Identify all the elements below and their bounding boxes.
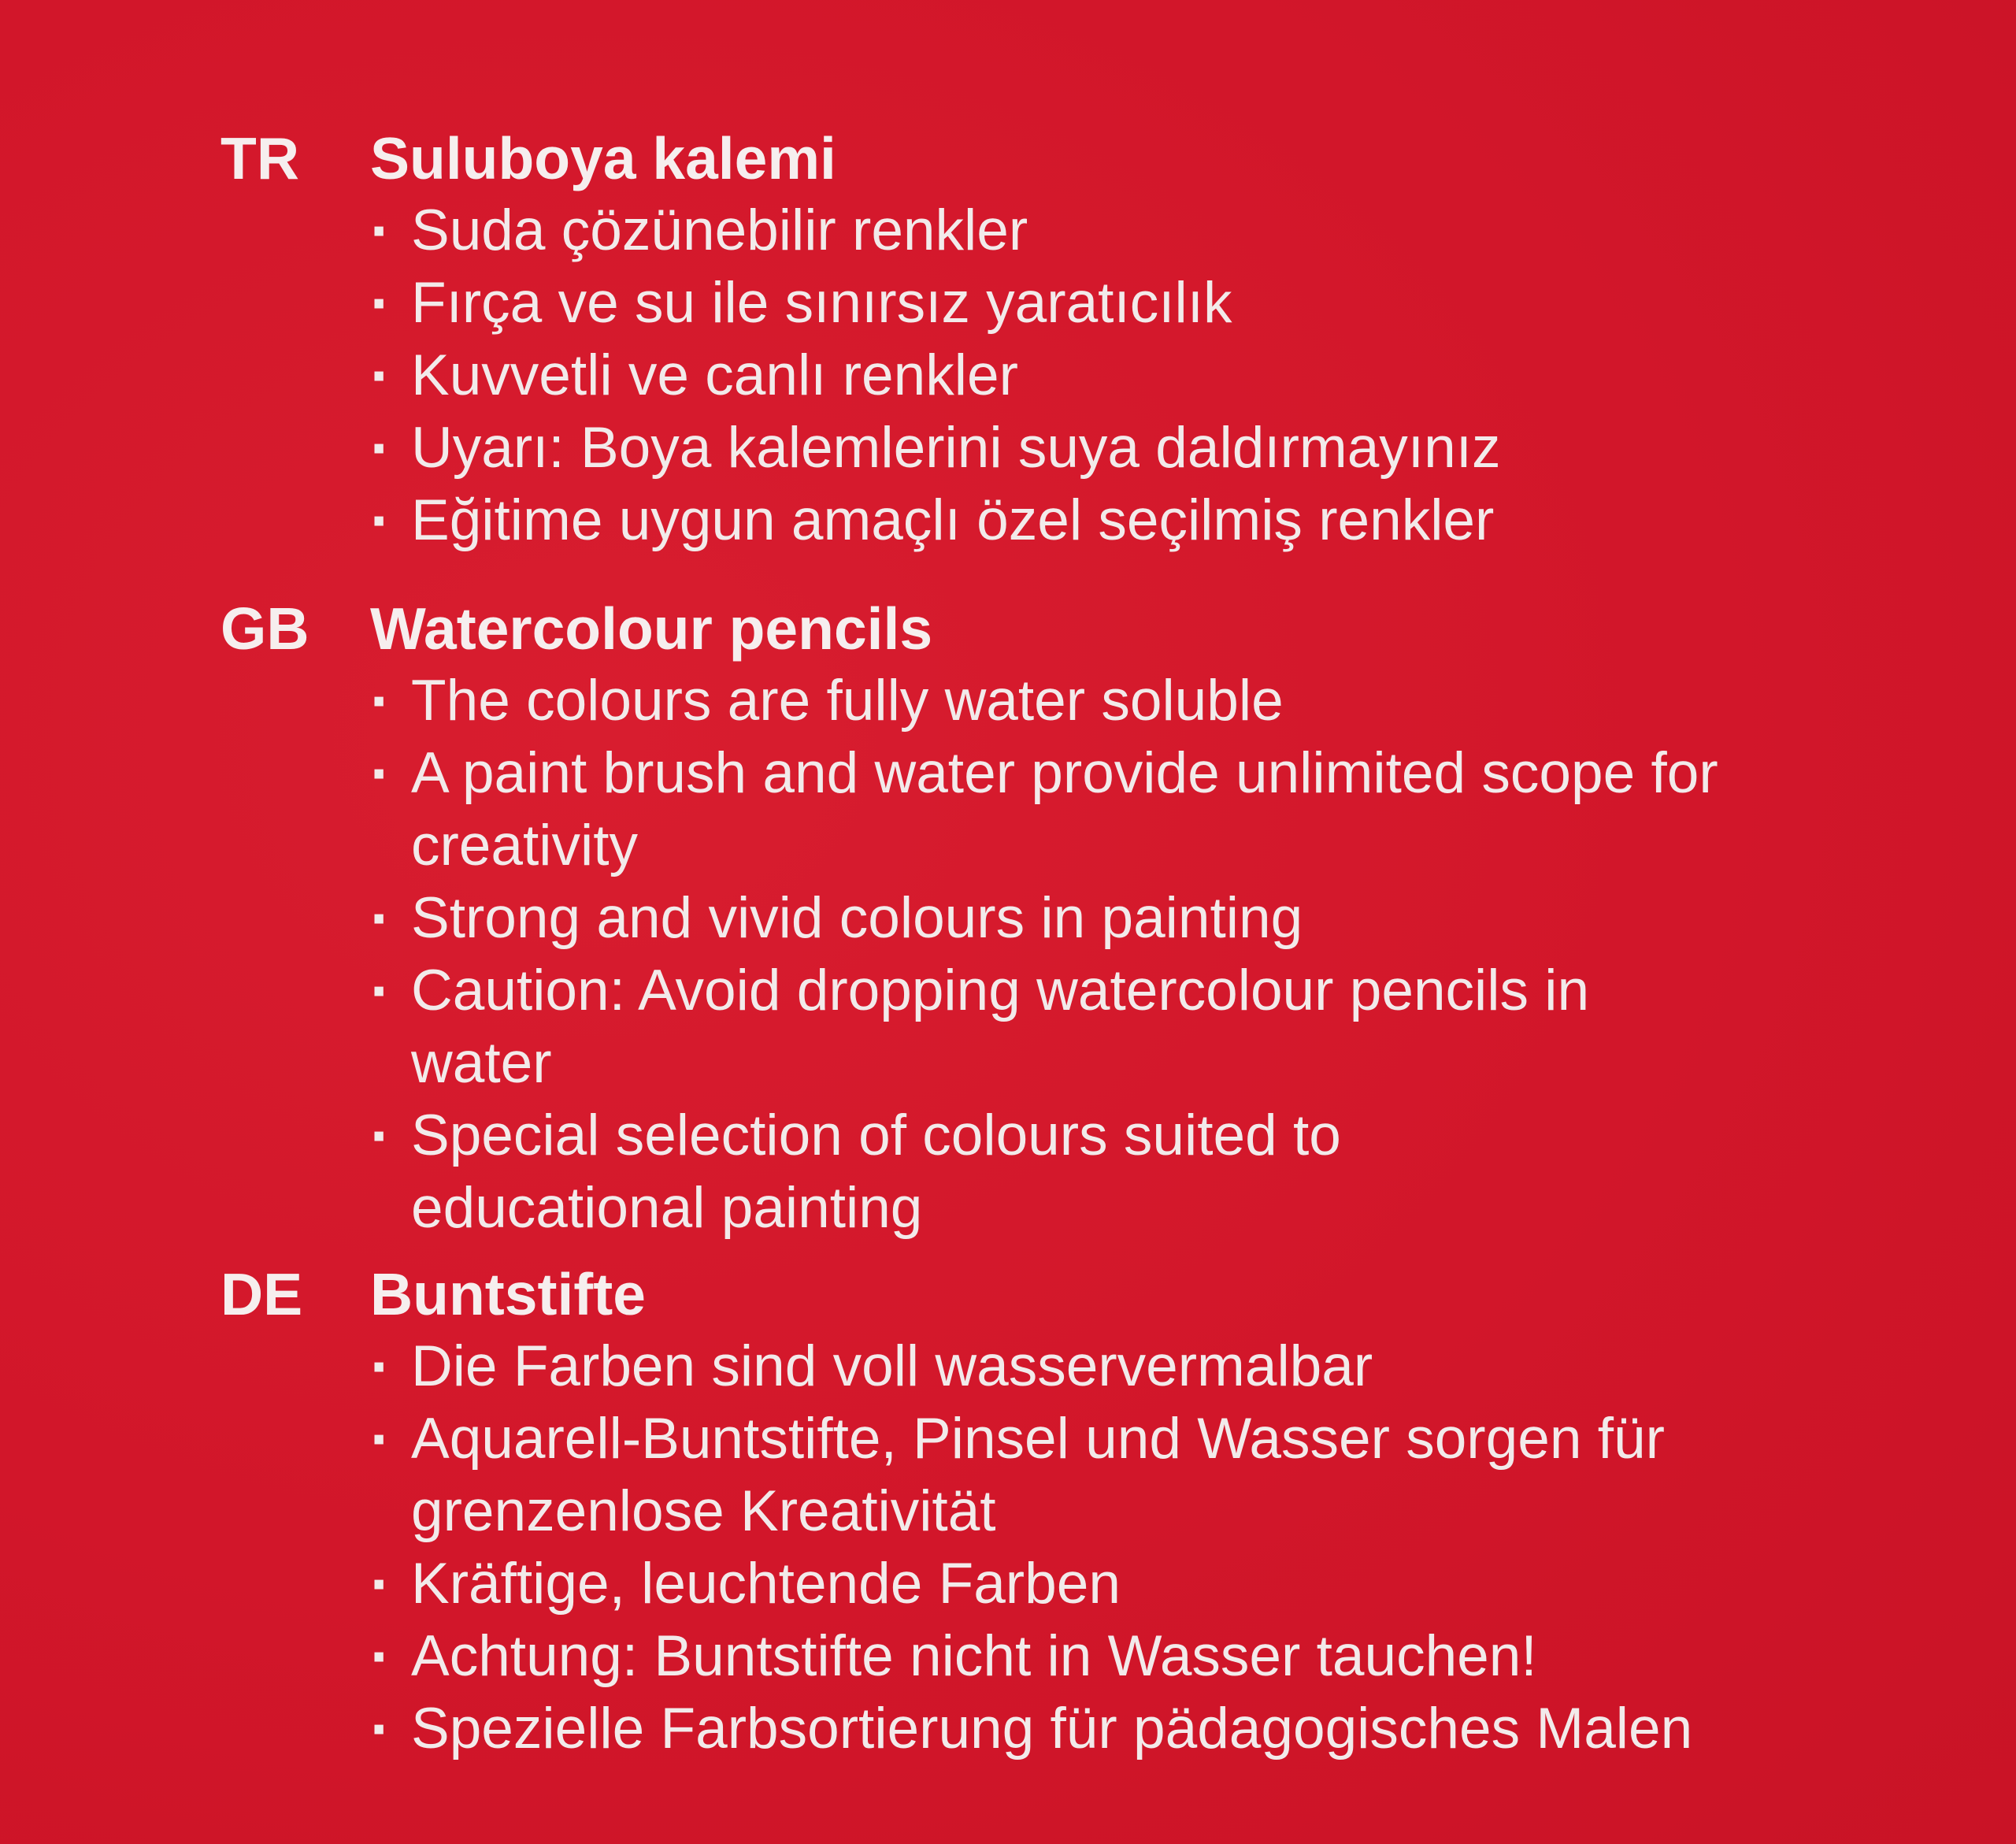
- feature-list: [370, 195, 1970, 557]
- list-item: · Strong and vivid colours in painting: [370, 882, 1970, 955]
- language-code: TR: [220, 125, 299, 191]
- list-item: · Uyarı: Boya kalemlerini suya daldırmayınız: [370, 412, 1970, 484]
- list-item: · Suda çözünebilir renkler: [370, 195, 1970, 267]
- list-item: · Achtung: Buntstifte nicht in Wasser tauchen!: [370, 1620, 1970, 1693]
- list-item: · Kräftige, leuchtende Farben: [370, 1548, 1970, 1620]
- section-title: Suluboya kalemi: [370, 125, 836, 191]
- list-item: · Die Farben sind voll wasservermalbar: [370, 1330, 1970, 1403]
- list-item: · Eğitime uygun amaçlı özel seçilmiş renkler: [370, 484, 1970, 557]
- language-code: GB: [220, 595, 309, 662]
- list-item: · Spezielle Farbsortierung für pädagogisches Malen: [370, 1693, 1970, 1765]
- list-item: · A paint brush and water provide unlimited scope for creativity: [370, 737, 1718, 882]
- section-title: Buntstifte: [370, 1261, 646, 1327]
- feature-list: [370, 1330, 1970, 1765]
- list-item: · Caution: Avoid dropping watercolour pencils in water: [370, 955, 1624, 1100]
- list-item: · Special selection of colours suited to educational painting: [370, 1100, 1624, 1245]
- list-item: · Aquarell-Buntstifte, Pinsel und Wasser sorgen für grenzenlose Kreativität: [370, 1403, 1892, 1548]
- list-item: · Fırça ve su ile sınırsız yaratıcılık: [370, 267, 1970, 339]
- feature-list: [370, 665, 1970, 1245]
- language-code: DE: [220, 1261, 303, 1327]
- list-item: · Kuvvetli ve canlı renkler: [370, 339, 1970, 412]
- list-item: · The colours are fully water soluble: [370, 665, 1970, 737]
- section-title: Watercolour pencils: [370, 595, 933, 662]
